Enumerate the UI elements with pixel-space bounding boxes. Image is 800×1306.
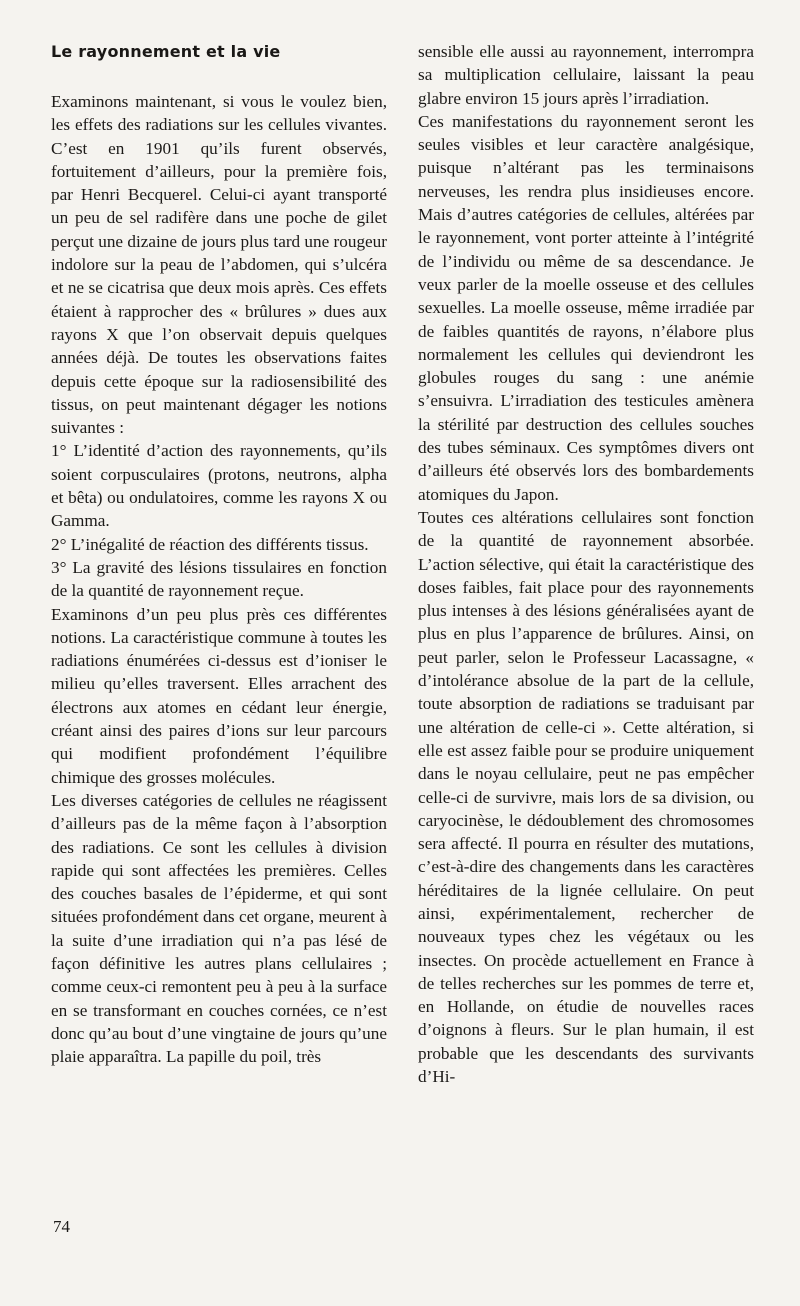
paragraph: Examinons maintenant, si vous le voulez bien, les effets des radiations sur les cellules vivantes. C’est en 1901 qu’ils furent observés, fortuitement d’ailleurs, pour la première fois, par Henri Becquerel. Celui-ci ayant transporté un peu de sel radifère dans une poche de gilet perçut une dizaine de jours plus tard une rougeur indolore sur la peau de l’abdomen, qui s’ulcéra et ne se cicatrisa que deux mois après. Ces effets étaient à rapprocher des « brûlures » dues aux rayons X que l’on observait depuis quelques années déjà. De toutes les observations faites depuis cette époque sur la radiosensibilité des tissus, on peut maintenant dégager les notions suivantes : (51, 92, 387, 438)
paragraph: 2° L’inégalité de réaction des différents tissus. (51, 534, 369, 554)
left-column (51, 40, 387, 1068)
article-title: Le rayonnement et la vie (51, 42, 281, 61)
paragraph: 3° La gravité des lésions tissulaires en fonction de la quantité de rayonnement reçue. (51, 557, 387, 601)
right-column (418, 40, 754, 1088)
paragraph: Toutes ces altérations cellulaires sont fonction de la quantité de rayonnement absorbée. L’action sélective, qui était la caractéristique des doses faibles, fait place pour des rayonnements plus intenses à des lésions généralisées ayant de plus en plus l’apparence de brûlures. Ainsi, on peut parler, selon le Professeur Lacassagne, « d’intolérance absolue de la part de la cellule, toute absorption de radiations se traduisant par une altération de celle-ci ». Cette altération, si elle est assez faible pour se produire uniquement dans le noyau cellulaire, peut ne pas empêcher celle-ci de survivre, mais lors de sa division, ou caryocinèse, le dédoublement des chromosomes sera affecté. Il pourra en résulter des mutations, c’est-à-dire des changements dans les caractères héréditaires de la lignée cellulaire. On peut ainsi, expérimentalement, rechercher de nouveaux types chez les végétaux ou les insectes. On procède actuellement en France à de telles recherches sur les pommes de terre et, en Hollande, on étudie de nouvelles races d’oignons à fleurs. Sur le plan humain, il est probable que les descendants des survivants d’Hi- (418, 507, 754, 1087)
paragraph: Ces manifestations du rayonnement seront les seules visibles et leur caractère analgésique, puisque n’altérant pas les terminaisons nerveuses, les rendra plus insidieuses encore. Mais d’autres catégories de cellules, altérées par le rayonnement, vont porter atteinte à l’intégrité de l’individu ou même de sa descendance. Je veux parler de la moelle osseuse et des cellules sexuelles. La moelle osseuse, même irradiée par de faibles quantités de rayons, n’élabore plus normalement les cellules qui deviendront les globules rouges du sang : une anémie s’ensuivra. L’irradiation des testicules amènera la stérilité par destruction des cellules souches des tubes séminaux. Ces symptômes divers ont d’ailleurs été observés lors des bombardements atomiques du Japon. (418, 111, 754, 504)
paragraph: sensible elle aussi au rayonnement, interrompra sa multiplication cellulaire, laissant la peau glabre environ 15 jours après l’irradiation. (418, 42, 754, 108)
page-number: 74 (53, 1217, 70, 1236)
paragraph: Les diverses catégories de cellules ne réagissent d’ailleurs pas de la même façon à l’absorption des radiations. Ce sont les cellules à division rapide qui sont affectées les premières. Celles des couches basales de l’épiderme, et qui sont situées profondément dans cet organe, meurent à la suite d’une irradiation qui n’a pas lésé de façon définitive les autres plans cellulaires ; comme ceux-ci remontent peu à peu à la surface en se transformant en couches cornées, ce n’est donc qu’au bout d’une vingtaine de jours qu’une plaie apparaîtra. La papille du poil, très (51, 790, 387, 1067)
paragraph: 1° L’identité d’action des rayonnements, qu’ils soient corpusculaires (protons, neutrons, alpha et bêta) ou ondulatoires, comme les rayons X ou Gamma. (51, 441, 387, 531)
paragraph: Examinons d’un peu plus près ces différentes notions. La caractéristique commune à toutes les radiations énumérées ci-dessus est d’ioniser le milieu qu’elles traversent. Elles arrachent des électrons aux atomes en cédant leur énergie, créant ainsi des paires d’ions sur leur parcours qui modifient profondément l’équilibre chimique des grosses molécules. (51, 604, 387, 787)
